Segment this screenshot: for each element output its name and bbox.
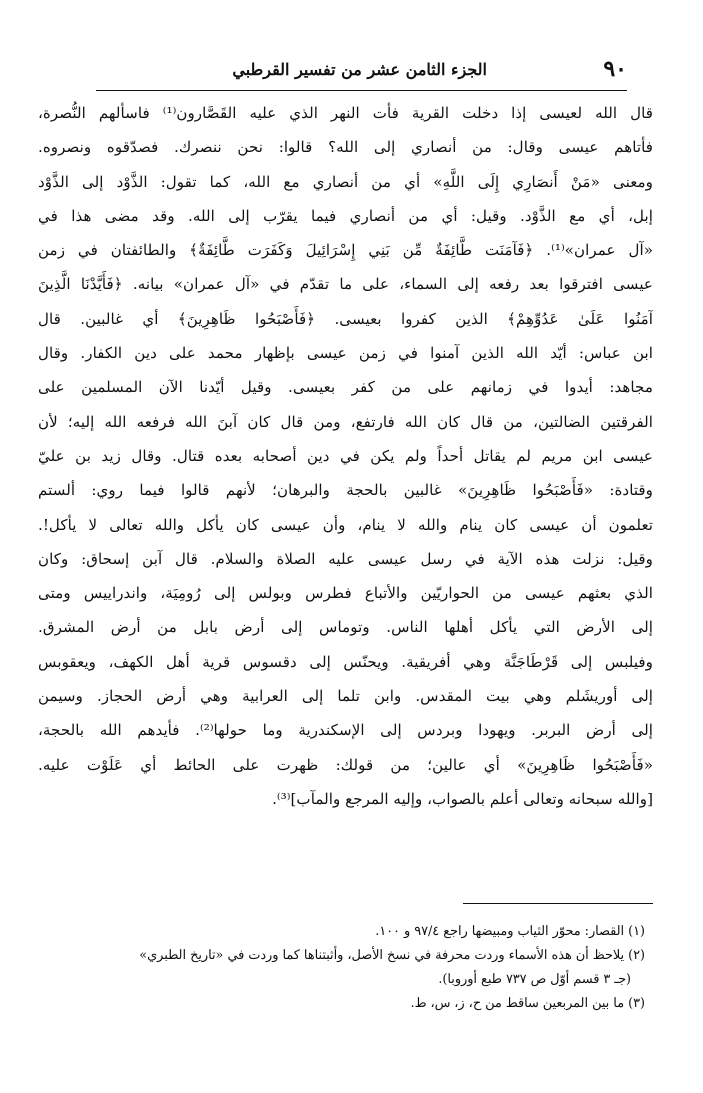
page-number: ٩٠ <box>603 56 627 82</box>
text-line: [والله سبحانه وتعالى أعلم بالصواب، وإليه المرجع والمآب]⁽³⁾. <box>272 789 653 808</box>
text-line: تعلمون أن عيسى كان ينام والله لا ينام، وأن عيسى كان يأكل والله تعالى لا يأكل!. <box>38 515 653 534</box>
footnote-continuation: (جـ ٣ قسم أوّل ص ٧٣٧ طبع أوروبا). <box>438 972 631 987</box>
text-line: وفيلبس إلى قَرْطَاجَنَّة وهي أفريقية. ويحنّس إلى دقسوس قرية أهل الكهف، ويعقوبس <box>38 652 653 671</box>
running-title: الجزء الثامن عشر من تفسير القرطبي <box>232 60 487 79</box>
text-line: مجاهد: أيدوا في زمانهم على من كفر بعيسى. وقيل أيّدنا الآن المسلمين على <box>38 378 653 397</box>
text-line: وقيل: نزلت هذه الآية في رسل عيسى عليه الصلاة والسلام. قال آبن إسحاق: وكان <box>38 549 653 568</box>
text-line: ومعنى «مَنْ أَنصَارِي إِلَى اللَّهِ» أي من أنصاري مع الله، كما تقول: الذَّوْد إلى الذَّوْد <box>38 172 653 191</box>
text-line: قال الله لعيسى إذا دخلت القرية فأت النهر الذي عليه القَصَّارون⁽¹⁾ فاسألهم النُّصرة، <box>38 104 653 122</box>
text-line: وقتادة: «فَأَصْبَحُوا ظَاهِرِينَ» غالبين بالحجة والبرهان؛ لأنهم قالوا فيما روي: ألستم <box>38 481 653 500</box>
text-line: الذي بعثهم عيسى من الحواريّين والأتباع فطرس وبولس إلى رُومِيَة، واندراييس ومتى <box>38 584 653 603</box>
text-line: آمَنُوا عَلَىٰ عَدُوِّهِمْ﴾ الذين كفروا بعيسى. ﴿فَأَصْبَحُوا ظَاهِرِينَ﴾ أي غالبين. قال <box>38 309 653 328</box>
text-line: إلى أوريشَلم وهي بيت المقدس. وابن تلما إلى العرابية وهي أرض الحجاز. وسيمن <box>38 687 653 706</box>
text-line: «فَأَصْبَحُوا ظَاهِرِينَ» أي عالين؛ من قولك: ظهرت على الحائط أي عَلَوْت عليه. <box>38 755 653 774</box>
body-text <box>38 96 653 816</box>
footnote-divider <box>463 903 653 904</box>
text-line: عيسى افترقوا بعد رفعه إلى السماء، على ما تقدّم في «آل عمران» بيانه. ﴿فَأَيَّدْنَا الَّذِينَ <box>38 275 653 294</box>
text-line: «آل عمران»⁽¹⁾. ﴿فَآمَنَت طَّائِفَةٌ مِّن بَنِي إِسْرَائِيلَ وَكَفَرَت طَّائِفَةٌ﴾ والطائفتان في زمن <box>38 241 653 260</box>
footnote: (٣) ما بين المربعين ساقط من ح، ز، س، ط. <box>410 996 645 1011</box>
text-line: إلى الأرض التي يأكل أهلها الناس. وتوماس إلى أرض بابل من أرض المشرق. <box>38 618 653 637</box>
page-header <box>96 54 627 91</box>
text-line: فأتاهم عيسى وقال: من أنصاري إلى الله؟ قالوا: نحن ننصرك. فصدّقوه ونصروه. <box>38 138 653 157</box>
text-line: ابن عباس: أيّد الله الذين آمنوا في زمن عيسى بإظهار محمد على دين الكفار. وقال <box>38 344 653 363</box>
footnote: (٢) يلاحظ أن هذه الأسماء وردت محرفة في نسخ الأصل، وأثبتناها كما وردت في «تاريخ الطبري» <box>139 948 645 963</box>
text-line: إلى أرض البربر. ويهودا وبردس إلى الإسكندرية وما حولها⁽²⁾. فأيدهم الله بالحجة، <box>38 721 653 740</box>
footnotes <box>38 920 653 1016</box>
text-line: إبل، أي مع الذَّوْد. وقيل: أي من أنصاري فيما يقرّب إلى الله. وقد مضى هذا في <box>38 206 653 225</box>
text-line: عيسى ابن مريم لم يقاتل أحداً ولم يكن في دين أصحابه بعده قتال. وقال زيد بن عليّ <box>38 446 653 465</box>
footnote: (١) القصار: محوّر الثياب ومبيضها راجع ٩٧/٤ و ١٠٠. <box>375 924 645 939</box>
text-line: الفرقتين الضالتين، من قال كان الله فارتفع، ومن قال كان آبنَ الله فرفعه الله إليه؛ لأن <box>38 412 653 431</box>
